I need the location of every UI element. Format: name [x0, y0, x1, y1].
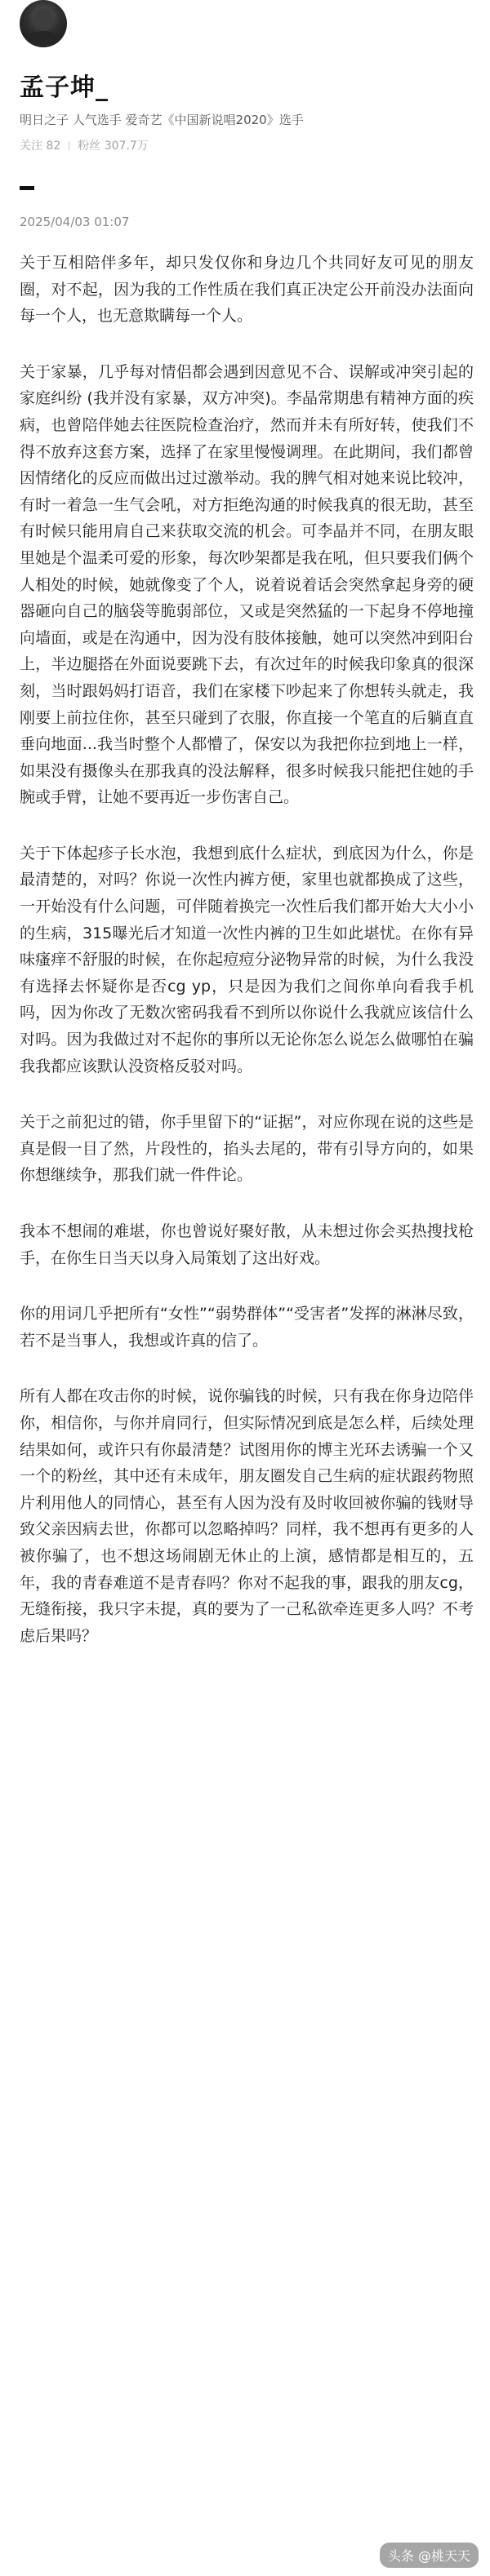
- user-name[interactable]: 孟子坤_: [20, 73, 109, 102]
- avatar-face: [33, 8, 53, 31]
- post-paragraph: 关于互相陪伴多年，却只发仅你和身边几个共同好友可见的朋友圈，对不起，因为我的工作性质在我们真正决定公开前没办法面向每一个人，也无意欺瞒每一个人。: [20, 254, 474, 326]
- post-paragraph: 你的用词几乎把所有“女性”“弱势群体”“受害者”发挥的淋淋尽致，若不是当事人，我想或许真的信了。: [20, 1305, 474, 1350]
- followers-count[interactable]: 粉丝 307.7万: [78, 140, 149, 153]
- following-count[interactable]: 关注 82: [20, 140, 61, 153]
- post-paragraph: 我本不想闹的难堪，你也曾说好聚好散，从未想过你会买热搜找枪手，在你生日当天以身入局策划了这出好戏。: [20, 1222, 474, 1267]
- profile-header: [20, 0, 477, 171]
- post-timestamp: 2025/04/03 01:07: [20, 215, 130, 229]
- post-paragraph: 关于家暴，几乎每对情侣都会遇到因意见不合、误解或冲突引起的家庭纠纷 (我并没有家暴，双方冲突)。李晶常期患有精神方面的疾病，也曾陪伴她去往医院检查治疗，然而并未有所好转，使我们不得不放弃这套方案，选择了在家里慢慢调理。在此期间，我们都曾因情绪化的反应而做出过过激举动。我的脾气相对她来说比较冲，有时一着急一生气会吼，对方拒绝沟通的时候我真的很无助，甚至有时候只能用肩自己来获取交流的机会。可李晶并不同，在朋友眼里她是个温柔可爱的形象，每次吵架都是我在吼，但只要我们俩个人相处的时候，她就像变了个人，说着说着话会突然拿起身旁的硬器砸向自己的脑袋等脆弱部位，又或是突然猛的一下起身不停地撞向墙面，或是在沟通中，因为没有肢体接触，她可以突然冲到阳台上，半边腿搭在外面说要跳下去，有次过年的时候我印象真的很深刻，当时跟妈妈打语音，我们在家楼下吵起来了你想转头就走，我刚要上前拉住你，甚至只碰到了衣服，你直接一个笔直的后躺直直垂向地面...我当时整个人都懵了，保安以为我把你拉到地上一样，如果没有摄像头在那我真的没法解释，很多时候我只能把住她的手腕或手臂，让她不要再近一步伤害自己。: [20, 362, 474, 807]
- source-watermark: 头条 @桃天天: [380, 2543, 479, 2568]
- avatar-shoulders: [24, 31, 62, 47]
- post-body: [20, 250, 474, 1678]
- post-paragraph: 关于之前犯过的错，你手里留下的“证据”，对应你现在说的这些是真是假一目了然，片段性的，掐头去尾的，带有引导方向的，如果你想继续争，那我们就一件件论。: [20, 1113, 474, 1185]
- post-paragraph: 所有人都在攻击你的时候，说你骗钱的时候，只有我在你身边陪伴你，相信你，与你并肩同行，但实际情况到底是怎么样，后续处理结果如何，或许只有你最清楚？试图用你的博主光环去诱骗一个又一个的粉丝，其中还有未成年，朋友圈发自己生病的症状跟药物照片利用他人的同情心，甚至有人因为没有及时收回被你骗的钱财导致父亲因病去世，你都可以忽略掉吗？同样，我不想再有更多的人被你骗了，也不想这场闹剧无休止的上演，感情都是相互的，五年，我的青春难道不是青春吗？你对不起我的事，跟我的朋友cg，无缝衔接，我只字未提，真的要为了一己私欲牵连更多人吗？不考虑后果吗？: [20, 1387, 474, 1645]
- user-stats: [20, 137, 149, 153]
- avatar[interactable]: [20, 0, 67, 47]
- user-titles: 明日之子 人气选手 爱奇艺《中国新说唱2020》选手: [20, 113, 304, 127]
- post-paragraph: 关于下体起疹子长水泡，我想到底什么症状，到底因为什么，你是最清楚的，对吗？你说一次性内裤方便，家里也就都换成了这些，一开始没有什么问题，可伴随着换完一次性后我们都开始大大小小的生病，315曝光后才知道一次性内裤的卫生如此堪忧。在你有异味瘙痒不舒服的时候，在你起痘痘分泌物异常的时候，为什么我没有选择去怀疑你是否cg yp，只是因为我们之间你单向看我手机吗，因为你改了无数次密码我看不到所以你说什么我就应该信什么对吗。因为我做过对不起你的事所以无论你怎么说怎么做哪怕在骗我我都应该默认没资格反驳对吗。: [20, 844, 474, 1075]
- post-title-dash: [20, 186, 34, 190]
